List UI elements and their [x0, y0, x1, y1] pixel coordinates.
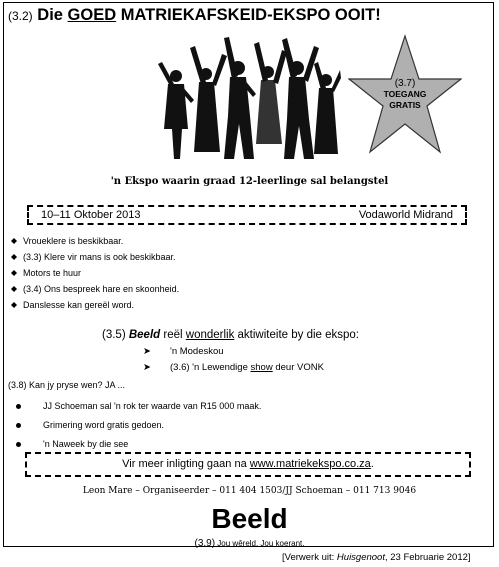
list-item: ➤ 'n Modeskou [143, 344, 324, 360]
list-item: (3.3) Klere vir mans is ook beskikbaar. [5, 249, 179, 265]
list-item: Grimering word gratis gedoen. [14, 416, 261, 435]
arrow-bullet-icon: ➤ [143, 362, 151, 373]
diamond-bullet-icon [11, 270, 17, 276]
contact-line: Leon Mare – Organiseerder – 011 404 1503/JJ Schoeman – 011 713 9046 [82, 486, 417, 496]
list-item: JJ Schoeman sal 'n rok ter waarde van R15 000 maak. [14, 397, 261, 416]
info-text: Vir meer inligting gaan na [122, 458, 250, 470]
activities-number: (3.5) [102, 329, 126, 341]
list-item: Vroueklere is beskikbaar. [5, 233, 179, 249]
party-dancers-image [154, 34, 341, 165]
prizes-question: (3.8) Kan jy pryse wen? JA ... [8, 380, 126, 390]
bullet-icon [16, 423, 21, 428]
title-pre: Die [37, 6, 68, 24]
list-item: (3.4) Ons bespreek hare en skoonheid. [5, 281, 179, 297]
diamond-bullet-icon [11, 302, 17, 308]
diamond-bullet-icon [11, 286, 17, 292]
star-line1: TOEGANG [383, 89, 427, 99]
activities-underlined: wonderlik [185, 329, 235, 341]
event-box [27, 205, 467, 225]
tagline-number: (3.9) [194, 538, 216, 549]
bullet-icon [16, 442, 21, 447]
title-post: MATRIEKAFSKEID-EKSPO OOIT! [116, 6, 381, 24]
poster-title [8, 6, 381, 25]
list-item: Motors te huur [5, 265, 179, 281]
list-item: Danslesse kan gereël word. [5, 297, 179, 313]
star-number: (3.7) [394, 78, 416, 89]
title-number: (3.2) [8, 9, 33, 23]
star-line2: GRATIS [389, 100, 421, 110]
list-item: 'n Naweek by die see [14, 435, 261, 454]
bullet-icon [16, 404, 21, 409]
activities-heading: (3.5) Beeld reël wonderlik aktiwiteite by die ekspo: [102, 329, 359, 341]
website-link[interactable]: www.matriekekspo.co.za [249, 458, 371, 470]
list-item: ➤ (3.6) 'n Lewendige show deur VONK [143, 360, 324, 376]
activities-list [143, 344, 324, 376]
event-date: 10–11 Oktober 2013 [41, 209, 141, 221]
prizes-list [14, 397, 261, 454]
features-list [5, 233, 179, 313]
source-citation: [Verwerk uit: Huisgenoot, 23 Februarie 2012] [282, 552, 471, 563]
diamond-bullet-icon [11, 254, 17, 260]
diamond-bullet-icon [11, 238, 17, 244]
arrow-bullet-icon: ➤ [143, 346, 151, 357]
beeld-logo: Beeld [211, 503, 288, 534]
info-box: Vir meer inligting gaan na www.matriekekspo.co.za. [25, 452, 471, 477]
title-underlined: GOED [67, 6, 117, 24]
expo-subtitle: 'n Ekspo waarin graad 12-leerlinge sal belangstel [110, 176, 389, 187]
activities-brand: Beeld [128, 329, 161, 341]
event-venue: Vodaworld Midrand [358, 209, 453, 221]
beeld-tagline: (3.9) Jou wêreld. Jou koerant. [194, 538, 305, 549]
star-text [348, 78, 462, 111]
